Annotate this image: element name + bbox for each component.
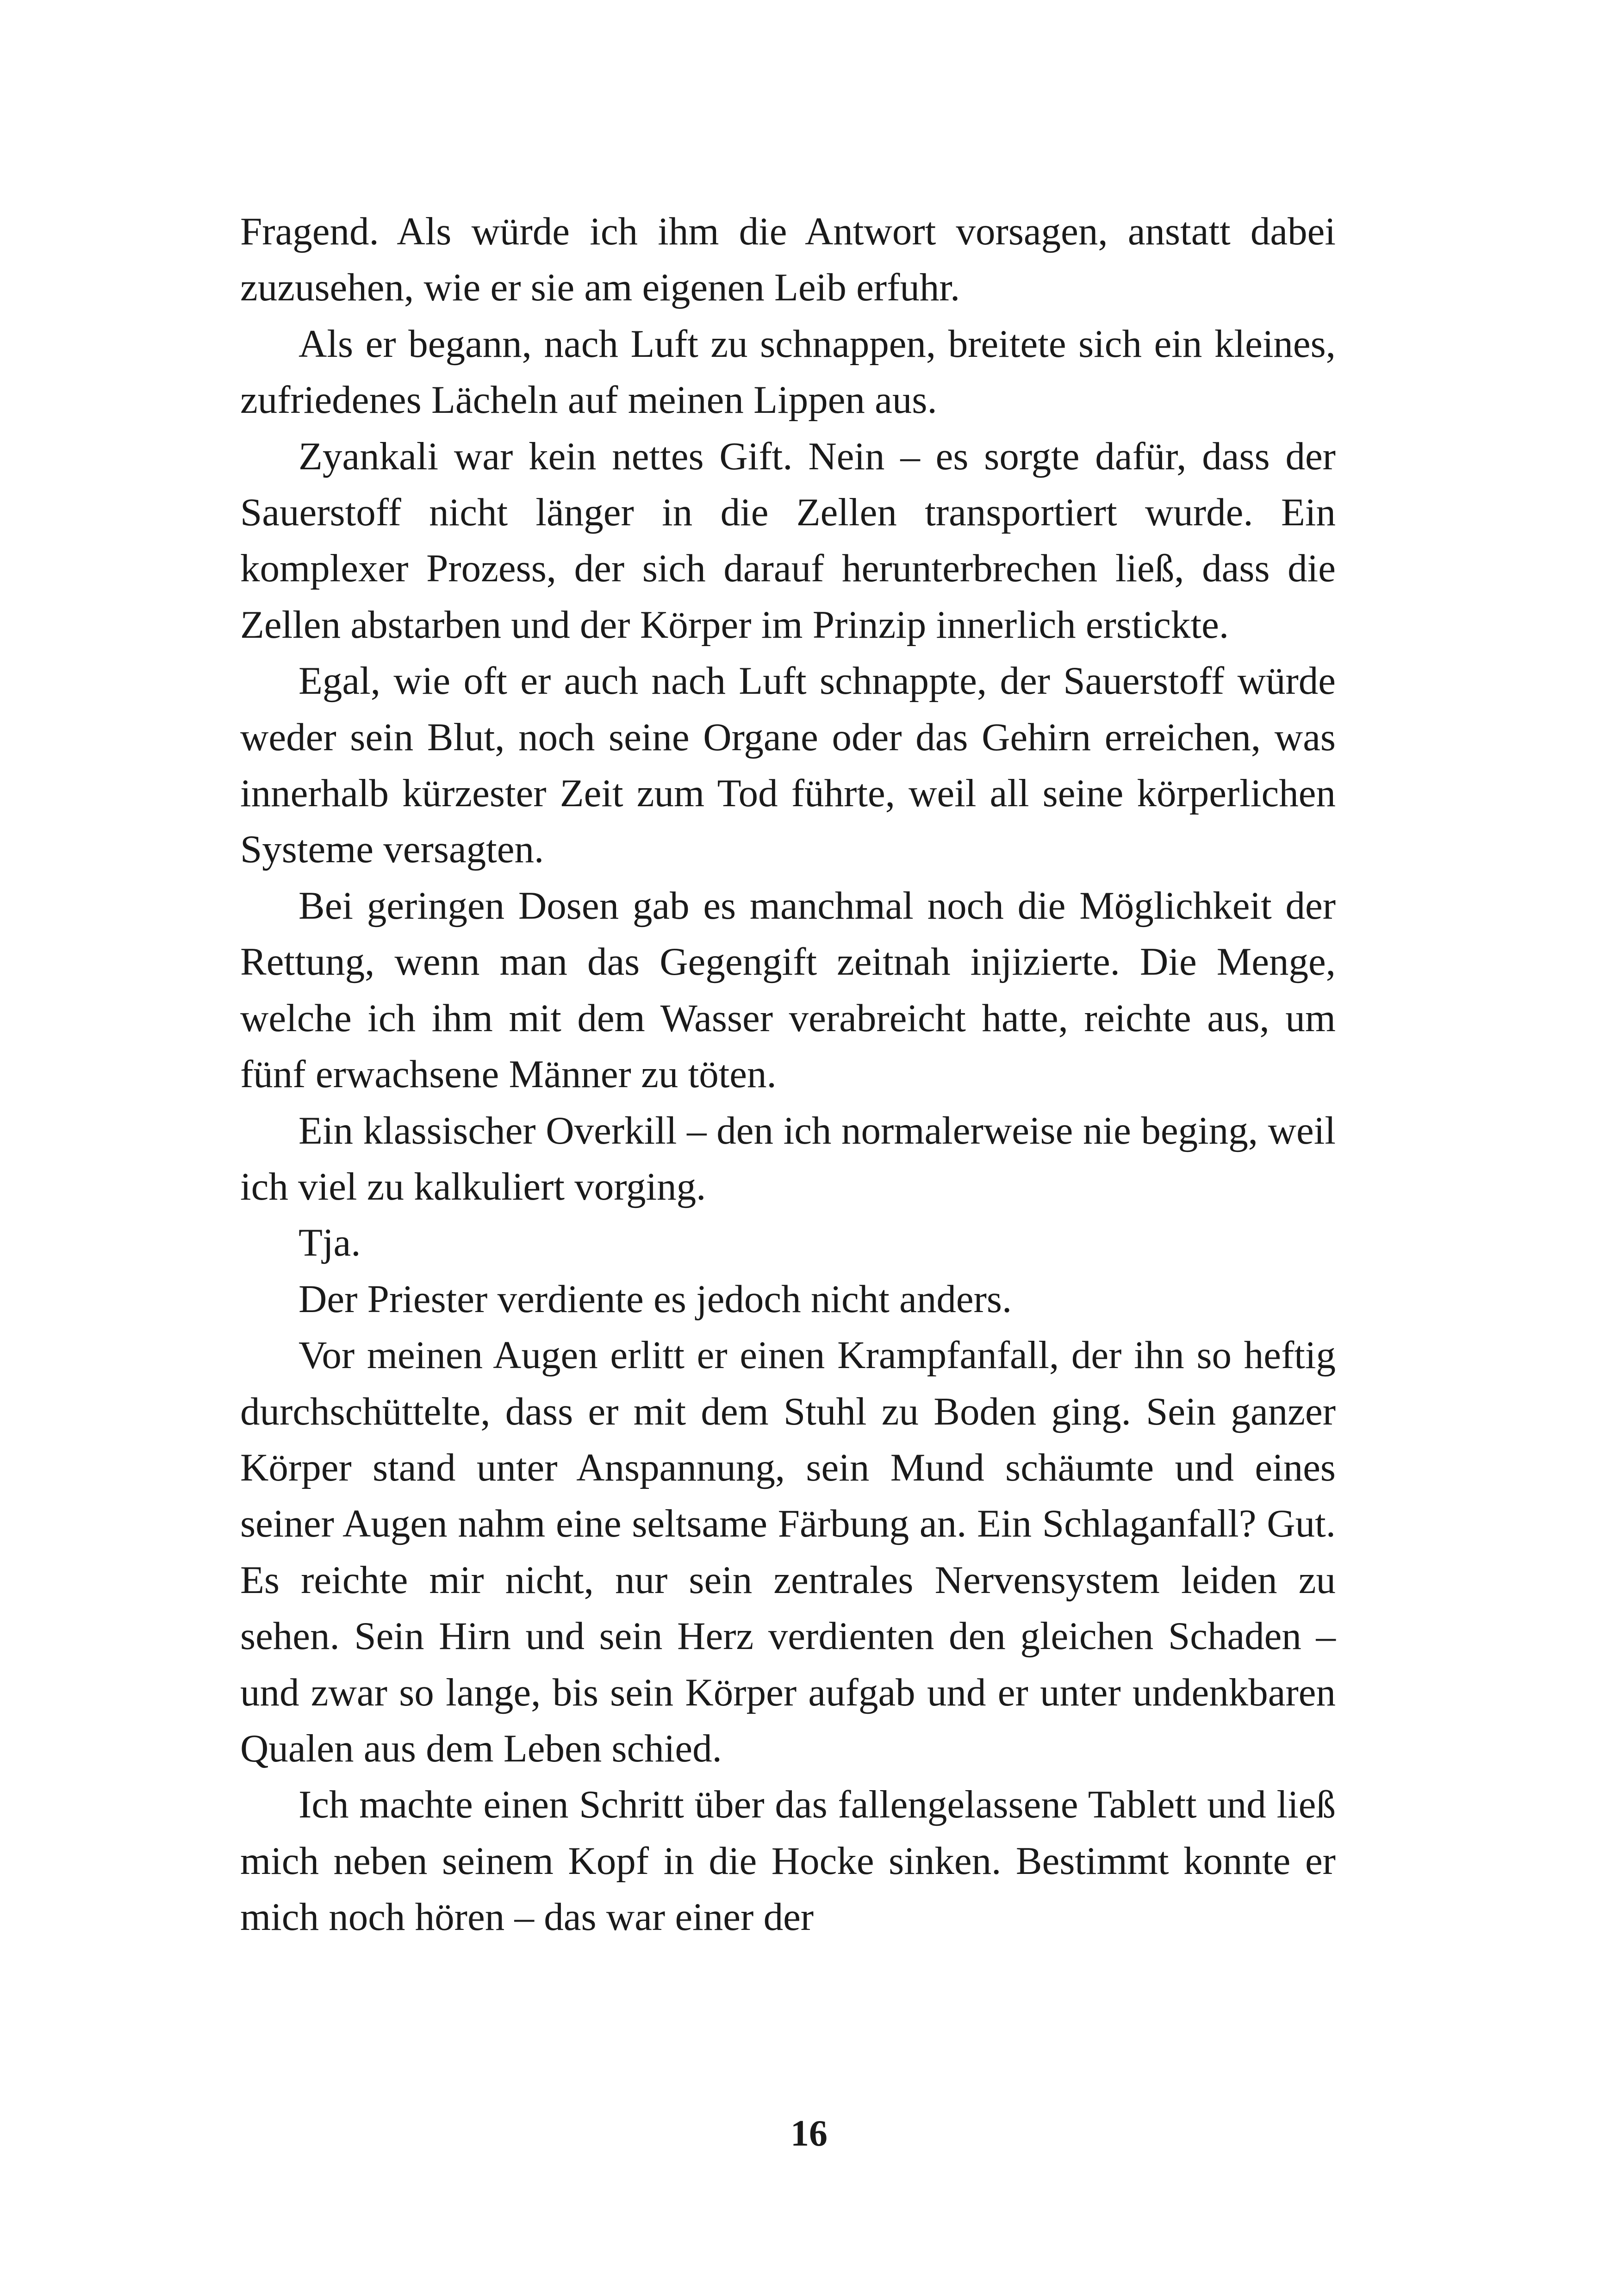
- paragraph-1: Fragend. Als würde ich ihm die Antwort vorsagen, anstatt dabei zuzusehen, wie er sie am eigenen Leib erfuhr.: [240, 210, 1336, 310]
- paragraph-6: Ein klassischer Overkill – den ich normalerweise nie beging, weil ich viel zu kalkuliert vorging.: [240, 1108, 1336, 1208]
- paragraph-10: Ich machte einen Schritt über das fallengelassene Tablett und ließ mich neben seinem Kopf in die Hocke sinken. Bestimmt konnte er mich noch hören – das war einer der: [240, 1783, 1336, 1939]
- paragraph-9: Vor meinen Augen erlitt er einen Krampfanfall, der ihn so heftig durchschüttelte, dass er mit dem Stuhl zu Boden ging. Sein ganzer Körper stand unter Anspannung, sein Mund schäumte und eines seiner Augen nahm eine seltsame Färbung an. Ein Schlaganfall? Gut. Es reichte mir nicht, nur sein zentrales Nervensystem leiden zu sehen. Sein Hirn und sein Herz verdienten den gleichen Schaden – und zwar so lange, bis sein Körper aufgab und er unter undenkbaren Qualen aus dem Leben schied.: [240, 1333, 1336, 1770]
- paragraph-2: Als er begann, nach Luft zu schnappen, breitete sich ein kleines, zufriedenes Lächeln auf meinen Lippen aus.: [240, 322, 1336, 422]
- paragraph-3: Zyankali war kein nettes Gift. Nein – es sorgte dafür, dass der Sauerstoff nicht länger in die Zellen transportiert wurde. Ein komplexer Prozess, der sich darauf herunterbrechen ließ, dass die Zellen abstarben und der Körper im Prinzip innerlich erstickte.: [240, 434, 1336, 647]
- paragraph-7: Tja.: [299, 1221, 361, 1265]
- body-text: [240, 204, 1336, 1946]
- paragraph-8: Der Priester verdiente es jedoch nicht anders.: [299, 1277, 1012, 1321]
- paragraph-5: Bei geringen Dosen gab es manchmal noch die Möglichkeit der Rettung, wenn man das Gegengift zeitnah injizierte. Die Menge, welche ich ihm mit dem Wasser verabreicht hatte, reichte aus, um fünf erwachsene Männer zu töten.: [240, 884, 1336, 1096]
- paragraph-4: Egal, wie oft er auch nach Luft schnappte, der Sauerstoff würde weder sein Blut, noch seine Organe oder das Gehirn erreichen, was innerhalb kürzester Zeit zum Tod führte, weil all seine körperlichen Systeme versagten.: [240, 659, 1336, 871]
- page-number: 16: [790, 2113, 828, 2154]
